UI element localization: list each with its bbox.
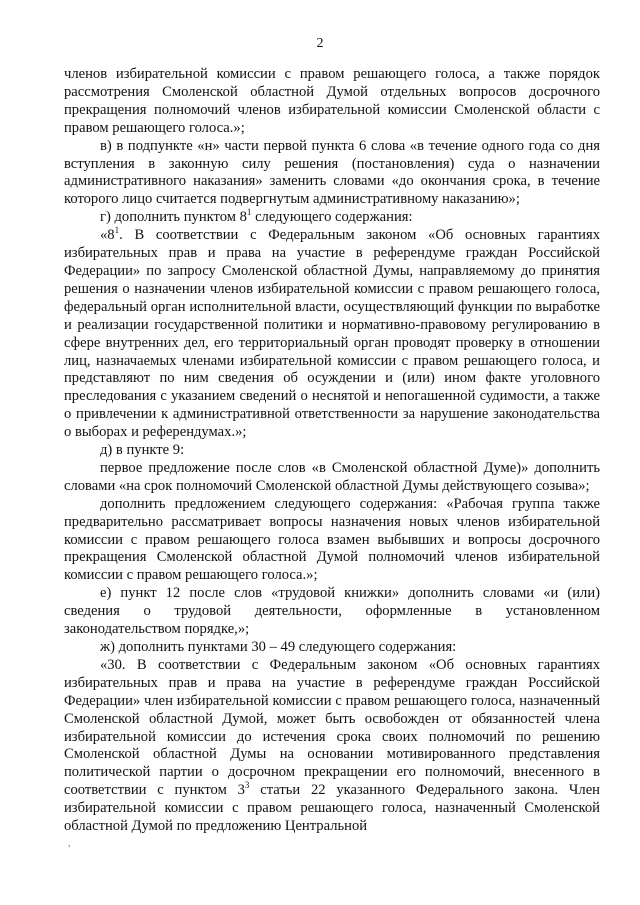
paragraph-text: ж) дополнить пунктами 30 – 49 следующего содержания:	[100, 639, 457, 655]
paragraph	[64, 639, 600, 657]
paragraph-text: е) пункт 12 после слов «трудовой книжки» дополнить словами «и (или) сведения о трудовой деятельности, оформленные в установленном законодательством порядке,»;	[64, 585, 600, 638]
paragraph-text-tail: . В соответствии с Федеральным законом «Об основных гарантиях избирательных прав и права на участие в референдуме граждан Российской Федерации» по запросу Смоленской областной Думы, направляемому до принятия решения о назначении членов избирательной комиссии с правом решающего голоса, федеральный орган исполнительной власти, осуществляющий функции по выработке и реализации государственной политики и нормативно-правовому регулированию в сфере внутренних дел, его территориальный орган проводят проверку в отношении лиц, назначаемых членами избирательной комиссии с правом решающего голоса, и представляют по ним сведения об осуждении и (или) ином факте уголовного преследования с указанием сведений о неснятой и непогашенной судимости, а также о привлечении к административной ответственности за нарушение законодательства о выборах и референдумах.»;	[64, 227, 600, 441]
paragraph-text: «30. В соответствии с Федеральным законом «Об основных гарантиях избирательных прав и права на участие в референдуме граждан Российской Федерации» член избирательной комиссии с правом решающего голоса, назначенный Смоленской областной Думой, может быть освобожден от обязанностей члена избирательной комиссии до истечения срока своих полномочий по решению Смоленской областной Думы на основании мотивированного представления политической партии о досрочном прекращении его полномочий, внесенного в соответствии с пунктом 3	[64, 656, 600, 799]
paragraph	[64, 209, 600, 227]
paragraph	[64, 496, 600, 586]
margin-mark: ,	[68, 838, 71, 849]
document-body	[64, 66, 600, 836]
paragraph-text: первое предложение после слов «в Смоленской областной Думе)» дополнить словами «на срок полномочий Смоленской областной Думы действующего созыва»;	[64, 459, 600, 494]
superscript: 1	[114, 225, 120, 236]
paragraph-text: г) дополнить пунктом 8	[100, 209, 247, 226]
page-number: 2	[316, 36, 324, 51]
superscript: 3	[244, 780, 250, 791]
paragraph-text: дополнить предложением следующего содержания: «Рабочая группа также предварительно рассматривает вопросы назначения новых членов избирательной комиссии с правом решающего голоса взамен выбывших и вопросы досрочного прекращения Смоленской областной Думой полномочий членов избирательной комиссии с правом решающего голоса.»;	[64, 495, 600, 584]
paragraph	[64, 585, 600, 639]
paragraph-text-tail: следующего содержания:	[251, 209, 413, 226]
paragraph-text: д) в пункте 9:	[100, 442, 185, 459]
paragraph-text: «8	[100, 227, 115, 244]
paragraph	[64, 227, 600, 442]
paragraph	[64, 657, 600, 836]
paragraph-text: членов избирательной комиссии с правом решающего голоса, а также порядок рассмотрения Смоленской областной Думой отдельных вопросов досрочного прекращения полномочий членов избирательной комиссии Смоленской области с правом решающего голоса.»;	[64, 66, 600, 136]
paragraph	[64, 66, 600, 138]
superscript: 1	[246, 207, 252, 218]
paragraph	[64, 442, 600, 460]
paragraph-text: в) в подпункте «н» части первой пункта 6 слова «в течение одного года со дня вступления в законную силу решения (постановления) суда о назначении административного наказания» заменить словами «до окончания срока, в течение которого лицо считается подвергнутым административному наказанию»;	[64, 137, 600, 208]
paragraph-text-tail: статьи 22 указанного Федерального закона. Член избирательной комиссии с правом решающего голоса, назначенный Смоленской областной Думой по предложению Центральной	[64, 782, 600, 835]
paragraph	[64, 138, 600, 210]
paragraph	[64, 460, 600, 496]
